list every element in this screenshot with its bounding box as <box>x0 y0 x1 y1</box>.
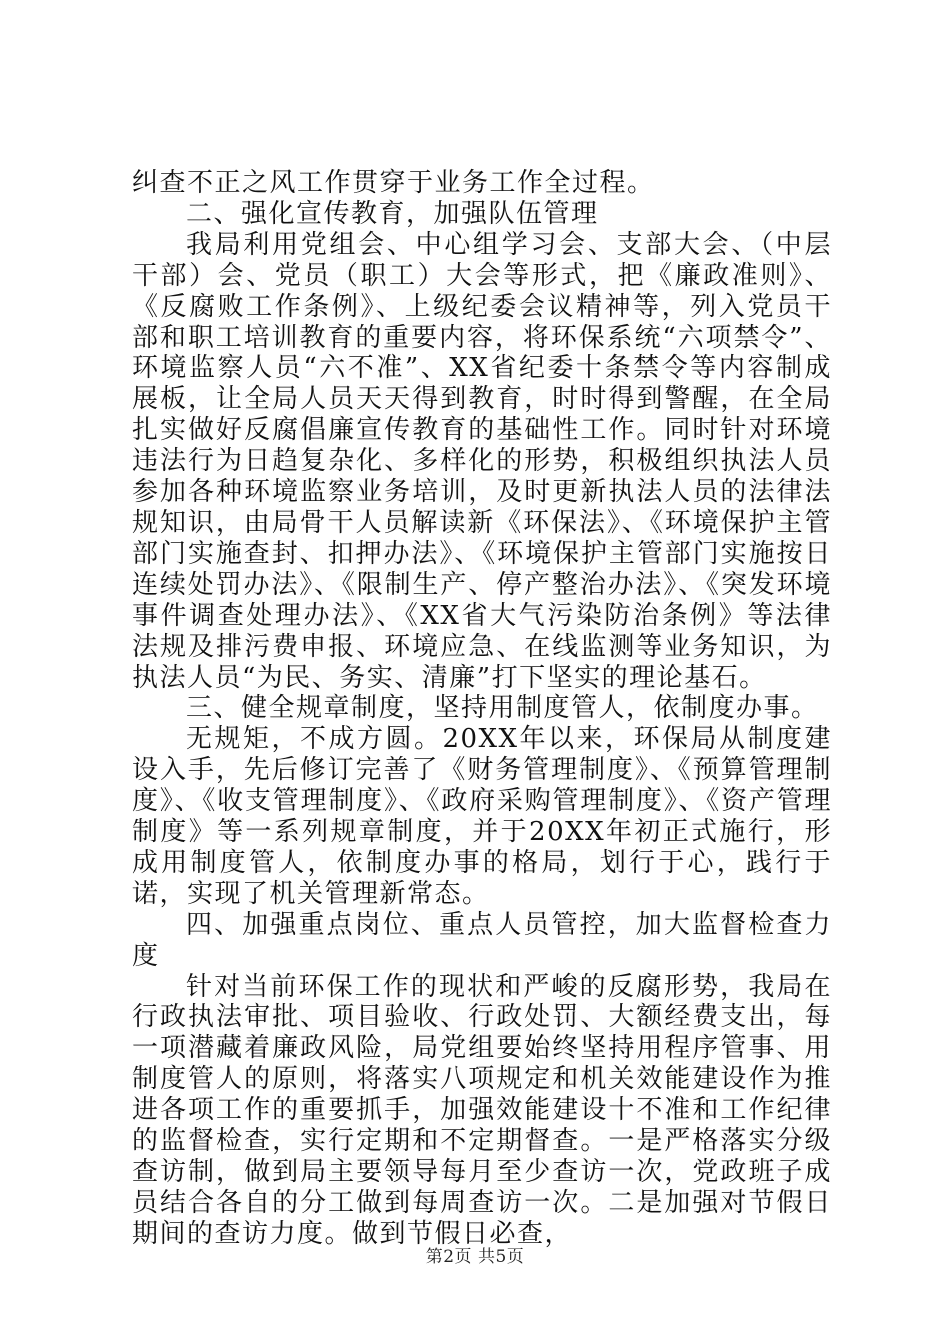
paragraph-supervision: 针对当前环保工作的现状和严峻的反腐形势，我局在行政执法审批、项目验收、行政处罚、大额经费支出，每一项潜藏着廉政风险，局党组要始终坚持用程序管事、用制度管人的原则，将落实八项规定和机关效能建设作为推进各项工作的重要抓手，加强效能建设十不准和工作纪律的监督检查，实行定期和不定期督查。一是严格落实分级查访制，做到局主要领导每月至少查访一次，党政班子成员结合各自的分工做到每周查访一次。二是加强对节假日期间的查访力度。做到节假日必查， <box>132 971 832 1249</box>
page-number-footer: 第2页 共5页 <box>425 1247 525 1267</box>
section-heading-3: 三、健全规章制度，坚持用制度管人，依制度办事。 <box>186 693 819 724</box>
section-heading-4: 四、加强重点岗位、重点人员管控，加大监督检查力度 <box>132 909 832 971</box>
paragraph-education: 我局利用党组会、中心组学习会、支部大会、（中层干部）会、党员（职工）大会等形式，把《廉政准则》、《反腐败工作条例》、上级纪委会议精神等，列入党员干部和职工培训教育的重要内容，将环保系统“六项禁令”、环境监察人员“六不准”、XX省纪委十条禁令等内容制成展板，让全局人员天天得到教育，时时得到警醒，在全局扎实做好反腐倡廉宣传教育的基础性工作。同时针对环境违法行为日趋复杂化、多样化的形势，积极组织执法人员参加各种环境监察业务培训，及时更新执法人员的法律法规知识，由局骨干人员解读新《环保法》、《环境保护主管部门实施查封、扣押办法》、《环境保护主管部门实施按日连续处罚办法》、《限制生产、停产整治办法》、《突发环境事件调查处理办法》、《XX省大气污染防治条例》等法律法规及排污费申报、环境应急、在线监测等业务知识，为执法人员“为民、务实、清廉”打下坚实的理论基石。 <box>132 229 832 693</box>
section-heading-2: 二、强化宣传教育，加强队伍管理 <box>186 198 599 229</box>
document-body <box>132 168 832 1250</box>
paragraph-continuation: 纠查不正之风工作贯穿于业务工作全过程。 <box>132 168 655 198</box>
paragraph-regulations: 无规矩，不成方圆。20XX年以来，环保局从制度建设入手，先后修订完善了《财务管理制度》、《预算管理制度》、《收支管理制度》、《政府采购管理制度》、《资产管理制度》等一系列规章制度，并于20XX年初正式施行，形成用制度管人，依制度办事的格局，划行于心，践行于诺，实现了机关管理新常态。 <box>132 724 832 909</box>
